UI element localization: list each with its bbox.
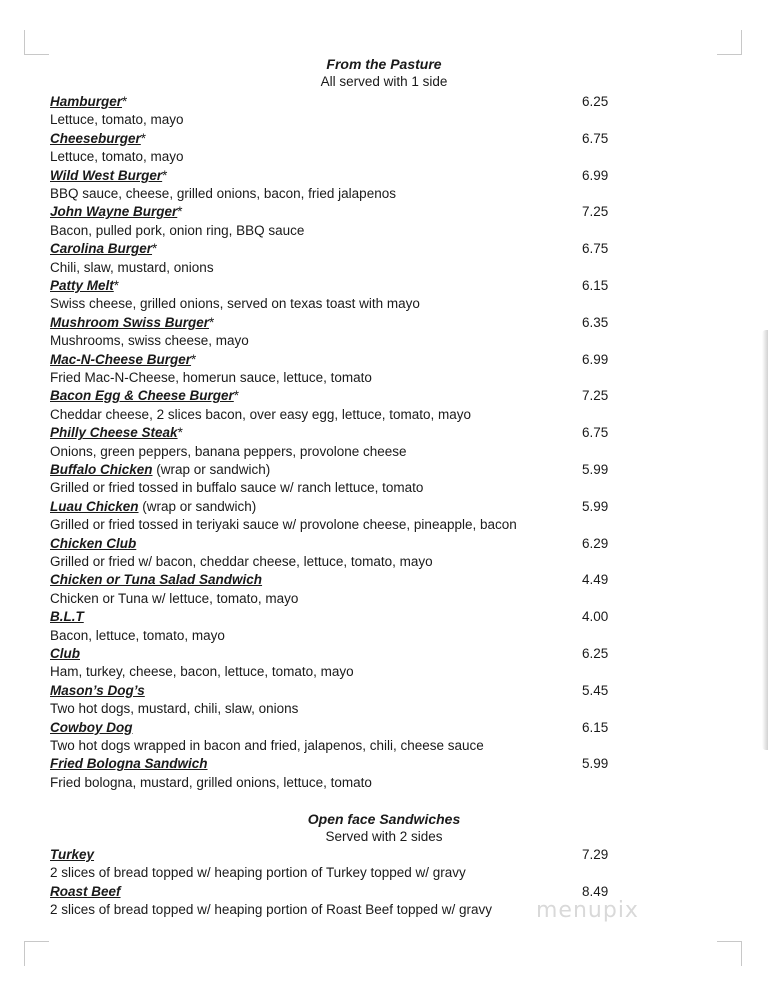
item-name: Fried Bologna Sandwich [50,756,208,772]
menu-item [50,240,620,277]
menu-item [50,755,620,792]
item-price: 5.45 [582,682,609,698]
item-price: 6.29 [582,535,609,551]
item-name: Chicken Club [50,535,137,551]
menu-item [50,682,620,719]
menu-item [50,424,620,461]
item-description: Chili, slaw, mustard, onions [50,259,214,275]
menu-item [50,167,620,204]
item-name-line [50,167,620,185]
corner-mark [24,30,49,55]
watermark-logo: menupix [536,898,639,923]
item-price: 6.75 [582,130,609,146]
item-name: Chicken or Tuna Salad Sandwich [50,572,263,588]
item-description: Fried bologna, mustard, grilled onions, lettuce, tomato [50,774,372,790]
item-name-line [50,608,620,626]
item-name-line [50,424,620,442]
item-name-line [50,883,620,901]
item-description: Bacon, pulled pork, onion ring, BBQ sauce [50,222,305,238]
item-price: 8.49 [582,883,609,899]
item-name: Mason’s Dog’s [50,682,145,698]
item-name: Cowboy Dog [50,719,133,735]
item-name: Philly Cheese Steak [50,425,178,441]
item-price: 6.25 [582,645,609,661]
item-name: Wild West Burger [50,167,163,183]
item-name: Bacon Egg & Cheese Burger [50,388,234,404]
item-price: 6.35 [582,314,609,330]
item-description: Chicken or Tuna w/ lettuce, tomato, mayo [50,590,299,606]
menu-item [50,351,620,388]
menu-item [50,846,620,883]
item-name-suffix: * [122,94,128,109]
item-price: 5.99 [582,461,609,477]
corner-mark [717,941,742,966]
section-subtitle: All served with 1 side [320,74,448,89]
item-name-line [50,314,620,332]
corner-mark [24,941,49,966]
item-name: Club [50,645,80,661]
item-name-suffix: (wrap or sandwich) [138,498,257,514]
item-description: Lettuce, tomato, mayo [50,112,184,128]
item-name: Mac-N-Cheese Burger [50,351,192,367]
menu-item [50,883,620,920]
item-description: Grilled or fried w/ bacon, cheddar cheese, lettuce, tomato, mayo [50,553,433,569]
item-price: 7.25 [582,204,609,220]
item-name: John Wayne Burger [50,204,178,220]
section-subtitle: Served with 2 sides [325,829,443,844]
item-name: Hamburger [50,94,123,109]
item-name-line [50,755,620,773]
item-name-line [50,461,620,479]
menu-item [50,645,620,682]
menu-list-pasture [50,93,620,792]
item-price: 4.00 [582,609,609,625]
item-name: Luau Chicken [50,498,139,514]
item-name-line [50,682,620,700]
menu-item [50,130,620,167]
item-price: 7.25 [582,388,609,404]
item-price: 7.29 [582,847,609,862]
item-description: Onions, green peppers, banana peppers, provolone cheese [50,443,407,459]
item-name-suffix: * [140,130,147,146]
item-name-line [50,351,620,369]
section-title: From the Pasture [326,56,442,72]
item-name-line [50,203,620,221]
menu-item [50,314,620,351]
item-name-line [50,277,620,295]
item-name-line [50,93,620,111]
item-name: Mushroom Swiss Burger [50,314,210,330]
item-name-suffix: * [233,388,240,404]
item-description: Bacon, lettuce, tomato, mayo [50,627,225,643]
item-price: 5.99 [582,756,609,772]
item-name-line [50,645,620,663]
menu-item [50,608,620,645]
item-name: Cheeseburger [50,130,141,146]
item-price: 6.99 [582,351,609,367]
section-header-pasture [0,55,768,91]
item-name-line [50,719,620,737]
item-description: 2 slices of bread topped w/ heaping portion of Roast Beef topped w/ gravy [50,902,493,918]
item-price: 6.25 [582,94,609,109]
item-description: BBQ sauce, cheese, grilled onions, bacon, fried jalapenos [50,185,396,201]
menu-item [50,535,620,572]
item-name-line [50,846,620,864]
item-name-line [50,571,620,589]
item-description: Grilled or fried tossed in teriyaki sauce w/ provolone cheese, pineapple, bacon [50,517,517,533]
item-description: Two hot dogs wrapped in bacon and fried, jalapenos, chili, cheese sauce [50,737,484,753]
item-price: 5.99 [582,498,609,514]
item-name: Turkey [50,847,95,862]
item-name-suffix: * [113,277,120,293]
page-edge-shadow [762,330,768,750]
menu-item [50,571,620,608]
item-price: 4.49 [582,572,609,588]
item-name: Buffalo Chicken [50,461,153,477]
item-name-line [50,535,620,553]
item-name-line [50,130,620,148]
item-name: Roast Beef [50,883,121,899]
item-name-suffix: * [191,351,197,367]
item-description: Grilled or fried tossed in buffalo sauce w/ ranch lettuce, tomato [50,480,424,496]
menu-item [50,387,620,424]
item-description: Cheddar cheese, 2 slices bacon, over easy egg, lettuce, tomato, mayo [50,406,471,422]
menu-list-open-face [50,846,620,920]
item-description: Mushrooms, swiss cheese, mayo [50,333,249,349]
item-price: 6.75 [582,241,609,257]
item-price: 6.75 [582,425,609,441]
item-name: Carolina Burger [50,241,153,257]
corner-mark [717,30,742,55]
menu-item [50,719,620,756]
item-name-suffix: * [152,241,158,257]
menu-item [50,498,620,535]
item-name-line [50,240,620,258]
item-name: B.L.T [50,609,84,625]
item-price: 6.99 [582,167,609,183]
menu-item [50,461,620,498]
item-description: Swiss cheese, grilled onions, served on texas toast with mayo [50,296,420,312]
item-description: Two hot dogs, mustard, chili, slaw, onions [50,701,299,717]
section-title: Open face Sandwiches [307,811,461,827]
menu-item [50,277,620,314]
item-name-line [50,498,620,516]
menu-item [50,203,620,240]
menu-item [50,93,620,130]
item-description: Lettuce, tomato, mayo [50,149,184,165]
item-description: 2 slices of bread topped w/ heaping portion of Turkey topped w/ gravy [50,865,466,881]
item-name-suffix: * [177,425,183,441]
item-name-suffix: * [162,167,168,183]
item-description: Fried Mac-N-Cheese, homerun sauce, lettuce, tomato [50,369,372,385]
item-name-suffix: * [209,314,215,330]
item-description: Ham, turkey, cheese, bacon, lettuce, tomato, mayo [50,664,354,680]
item-price: 6.15 [582,719,609,735]
item-price: 6.15 [582,277,609,293]
item-name-suffix: (wrap or sandwich) [152,461,271,477]
item-name-suffix: * [177,204,183,220]
item-name: Patty Melt [50,277,114,293]
item-name-line [50,387,620,405]
section-header-open-face [0,810,768,846]
